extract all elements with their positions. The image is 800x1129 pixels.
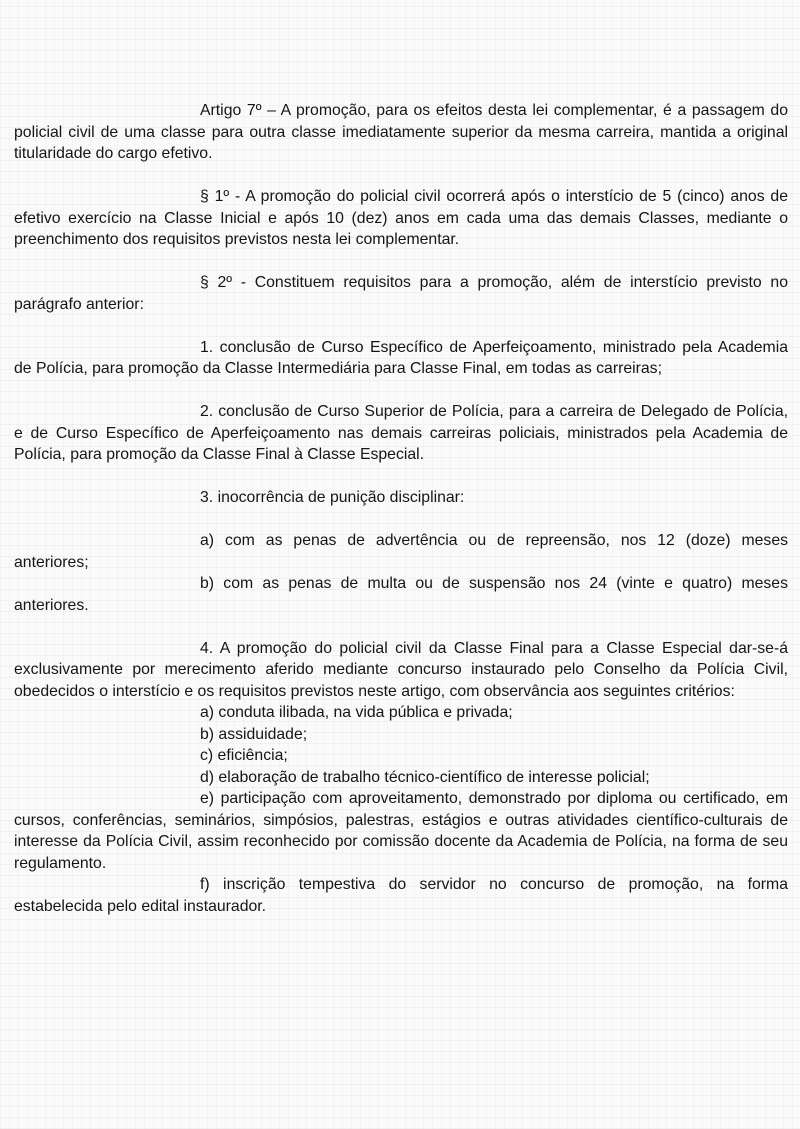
artigo-7-paragraph: Artigo 7º – A promoção, para os efeitos desta lei complementar, é a passagem do policial civil de uma classe para outra classe imediatamente superior da mesma carreira, mantida a original titularidade do cargo efetivo.: [14, 102, 788, 162]
requirement-item-3: 3. inocorrência de punição disciplinar:: [200, 489, 465, 506]
criterion-b: b) assiduidade;: [200, 725, 308, 743]
requirement-item-4: 4. A promoção do policial civil da Classe Final para a Classe Especial dar-se-á exclusivamente por merecimento aferido mediante concurso instaurado pelo Conselho da Polícia Civil, obedecidos o interstício e os requisitos previstos neste artigo, com observância aos seguintes critérios:: [14, 639, 788, 700]
requirement-item-3a: a) com as penas de advertência ou de repreensão, nos 12 (doze) meses anteriores;: [14, 532, 788, 571]
requirement-item-1: 1. conclusão de Curso Específico de Aperfeiçoamento, ministrado pela Academia de Polícia, para promoção da Classe Intermediária para Classe Final, em todas as carreiras;: [14, 338, 788, 377]
criterion-a: a) conduta ilibada, na vida pública e privada;: [200, 704, 513, 721]
paragraph-2: § 2º - Constituem requisitos para a promoção, além de interstício previsto no parágrafo anterior:: [14, 274, 788, 313]
requirement-item-2: 2. conclusão de Curso Superior de Polícia, para a carreira de Delegado de Polícia, e de Curso Específico de Aperfeiçoamento nas demais carreiras policiais, ministrados pela Academia de Polícia, para promoção da Classe Final à Classe Especial.: [14, 403, 788, 463]
criterion-f: f) inscrição tempestiva do servidor no concurso de promoção, na forma estabelecida pelo edital instaurador.: [14, 876, 788, 915]
paragraph-1: § 1º - A promoção do policial civil ocorrerá após o interstício de 5 (cinco) anos de efetivo exercício na Classe Inicial e após 10 (dez) anos em cada uma das demais Classes, mediante o preenchimento dos requisitos previstos nesta lei complementar.: [14, 188, 788, 248]
criterion-c: c) eficiência;: [200, 747, 288, 764]
requirement-item-3b: b) com as penas de multa ou de suspensão nos 24 (vinte e quatro) meses anteriores.: [14, 575, 788, 614]
document-body: [14, 100, 788, 917]
criterion-d: d) elaboração de trabalho técnico-científico de interesse policial;: [200, 768, 650, 786]
criterion-e: e) participação com aproveitamento, demonstrado por diploma ou certificado, em cursos, conferências, seminários, simpósios, palestras, estágios e outras atividades científico-culturais de interesse da Polícia Civil, assim reconhecido por comissão docente da Academia de Polícia, na forma de seu regulamento.: [14, 790, 788, 872]
